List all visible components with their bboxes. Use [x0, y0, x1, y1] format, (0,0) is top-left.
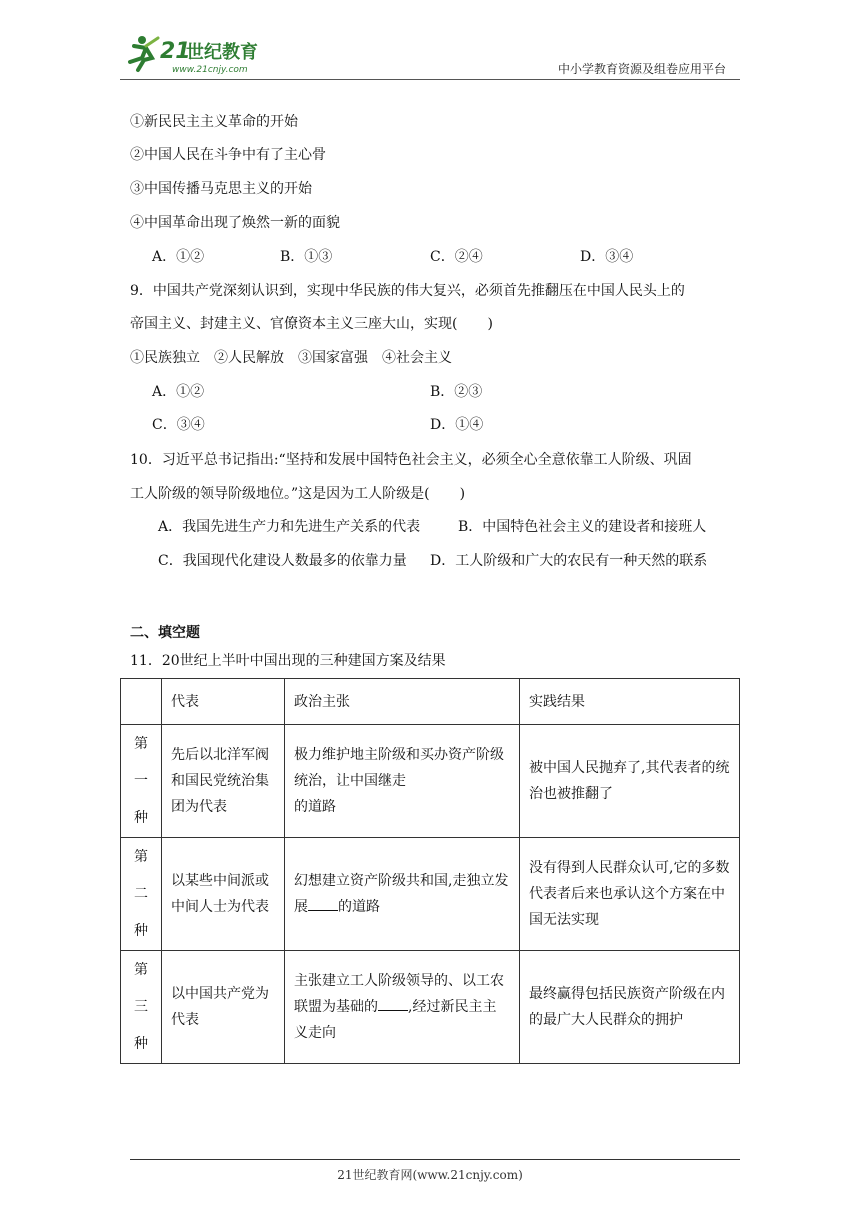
fill-blank[interactable]	[378, 996, 408, 1011]
header-divider	[120, 79, 740, 80]
row-claim: 主张建立工人阶级领导的、以工农联盟为基础的 ,经过新民主主义走向	[285, 951, 520, 1064]
platform-name: 中小学教育资源及组卷应用平台	[557, 62, 726, 76]
plans-table	[120, 678, 740, 1064]
row-result: 没有得到人民群众认可,它的多数代表者后来也承认这个方案在中国无法实现	[520, 838, 740, 951]
q8-option-c[interactable]: C．②④	[430, 249, 483, 265]
row-result: 被中国人民抛弃了,其代表者的统治也被推翻了	[520, 725, 740, 838]
q9-stem-line-2: 帝国主义、封建主义、官僚资本主义三座大山，实现( )	[130, 316, 493, 332]
q9-option-a[interactable]: A．①②	[152, 384, 205, 400]
q8-option-b[interactable]: B．①③	[280, 249, 333, 265]
q10-option-b[interactable]: B．中国特色社会主义的建设者和接班人	[458, 519, 707, 535]
q10-option-d[interactable]: D．工人阶级和广大的农民有一种天然的联系	[430, 553, 708, 569]
q8-option-a[interactable]: A．①②	[152, 249, 205, 265]
section-heading: 二、填空题	[130, 625, 200, 641]
row-representative: 以中国共产党为代表	[162, 951, 285, 1064]
page-header	[120, 28, 740, 80]
q8-option-d[interactable]: D．③④	[580, 249, 634, 265]
header-cell: 政治主张	[285, 679, 520, 725]
q8-item-2: ②中国人民在斗争中有了主心骨	[130, 147, 326, 163]
row-ordinal: 第 一 种	[121, 725, 162, 838]
table-row	[121, 838, 740, 951]
q8-item-1: ①新民民主主义革命的开始	[130, 114, 298, 130]
q10-option-c[interactable]: C．我国现代化建设人数最多的依靠力量	[158, 553, 407, 569]
table-row	[121, 951, 740, 1064]
q11-title: 11．20世纪上半叶中国出现的三种建国方案及结果	[130, 653, 446, 669]
q10-option-a[interactable]: A．我国先进生产力和先进生产关系的代表	[158, 519, 421, 535]
table-header-row	[121, 679, 740, 725]
row-claim: 幻想建立资产阶级共和国,走独立发展 的道路	[285, 838, 520, 951]
q10-stem-line-1: 10．习近平总书记指出:“坚持和发展中国特色社会主义，必须全心全意依靠工人阶级、巩固	[130, 452, 692, 468]
q9-items: ①民族独立 ②人民解放 ③国家富强 ④社会主义	[130, 350, 452, 366]
q8-item-3: ③中国传播马克思主义的开始	[130, 181, 312, 197]
q9-option-b[interactable]: B．②③	[430, 384, 483, 400]
row-representative: 以某些中间派或中间人士为代表	[162, 838, 285, 951]
q9-stem-line-1: 9．中国共产党深刻认识到，实现中华民族的伟大复兴，必须首先推翻压在中国人民头上的	[130, 283, 685, 299]
row-ordinal: 第 二 种	[121, 838, 162, 951]
header-cell: 实践结果	[520, 679, 740, 725]
q10-stem-line-2: 工人阶级的领导阶级地位。”这是因为工人阶级是( )	[130, 486, 466, 502]
svg-text:21: 21	[160, 39, 191, 64]
header-cell	[121, 679, 162, 725]
table-row	[121, 725, 740, 838]
svg-text:世纪教育: 世纪教育	[186, 42, 258, 63]
q8-item-4: ④中国革命出现了焕然一新的面貌	[130, 215, 340, 231]
row-ordinal: 第 三 种	[121, 951, 162, 1064]
q9-option-d[interactable]: D．①④	[430, 417, 484, 433]
fill-blank[interactable]	[308, 896, 338, 911]
footer-divider	[130, 1159, 740, 1160]
header-cell: 代表	[162, 679, 285, 725]
site-logo	[120, 32, 285, 76]
page-footer: 21世纪教育网(www.21cnjy.com)	[337, 1168, 523, 1182]
row-representative: 先后以北洋军阀和国民党统治集团为代表	[162, 725, 285, 838]
row-result: 最终赢得包括民族资产阶级在内的最广大人民群众的拥护	[520, 951, 740, 1064]
q9-option-c[interactable]: C．③④	[152, 417, 205, 433]
row-claim: 极力维护地主阶级和买办资产阶级统治，让中国继走 的道路	[285, 725, 520, 838]
svg-text:www.21cnjy.com: www.21cnjy.com	[172, 65, 248, 75]
